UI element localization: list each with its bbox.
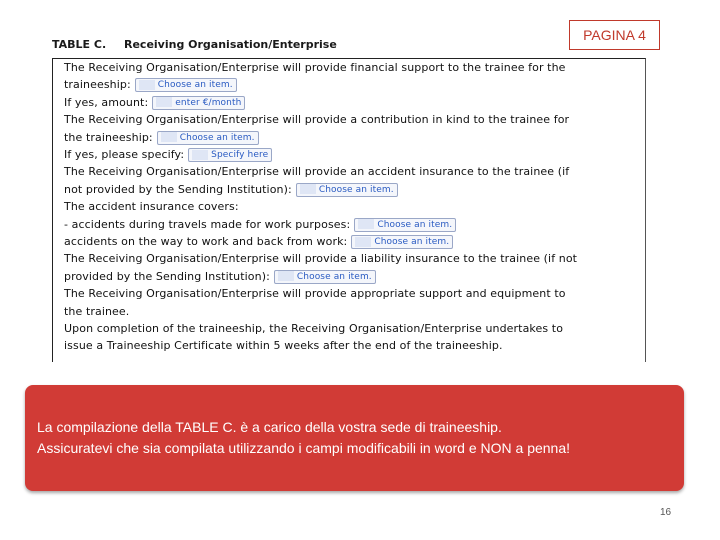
line-text: the traineeship: (64, 130, 153, 144)
field-placeholder: enter €/month (175, 97, 242, 108)
document-line (64, 305, 129, 318)
line-text: The Receiving Organisation/Enterprise will provide a contribution in kind to the trainee for (64, 113, 570, 127)
form-field[interactable] (157, 131, 259, 145)
document-line (64, 270, 376, 284)
document-line (64, 287, 566, 300)
document-image (52, 36, 652, 362)
banner-line-1: La compilazione della TABLE C. è a carico della vostra sede di traineeship. (37, 419, 502, 435)
document-line (64, 131, 259, 145)
line-text: If yes, amount: (64, 95, 149, 109)
page-label: PAGINA 4 (569, 20, 660, 50)
document-line (64, 96, 245, 110)
field-placeholder: Choose an item. (374, 237, 450, 247)
document-line (64, 322, 563, 335)
field-placeholder: Specify here (211, 150, 269, 160)
field-blank (355, 237, 371, 247)
line-text: Upon completion of the traineeship, the Receiving Organisation/Enterprise undertakes to (64, 322, 564, 335)
banner-line-2: Assicuratevi che sia compilata utilizzando i campi modificabili in word e NON a penna! (37, 440, 571, 456)
field-blank (161, 132, 177, 142)
instruction-banner (25, 385, 684, 491)
field-placeholder: Choose an item. (296, 271, 372, 282)
form-field[interactable] (135, 78, 237, 92)
form-field[interactable] (351, 235, 453, 249)
page-number: 16 (660, 507, 672, 518)
field-placeholder: Choose an item. (179, 132, 255, 143)
line-text: The Receiving Organisation/Enterprise will provide appropriate support and equipment to (64, 287, 566, 301)
document-line (64, 61, 566, 74)
line-text: The Receiving Organisation/Enterprise will provide a liability insurance to the trainee (if not (64, 252, 578, 266)
table-label: TABLE C. (52, 38, 107, 51)
form-field[interactable] (274, 270, 376, 284)
line-text: - accidents during travels made for work purposes: (64, 217, 351, 231)
field-placeholder: Choose an item. (377, 219, 453, 230)
table-heading (52, 38, 337, 51)
line-text: traineeship: (64, 78, 131, 92)
document-line (64, 200, 239, 213)
form-field[interactable] (296, 183, 398, 197)
document-line (64, 252, 577, 265)
table-title: Receiving Organisation/Enterprise (124, 38, 337, 51)
form-field[interactable] (152, 96, 245, 110)
field-placeholder: Choose an item. (157, 80, 233, 91)
line-text: The accident insurance covers: (64, 200, 239, 214)
line-text: accidents on the way to work and back from work: (64, 235, 348, 248)
line-text: the trainee. (64, 304, 130, 318)
line-text: issue a Traineeship Certificate within 5 weeks after the end of the traineeship. (64, 339, 503, 353)
document-line (64, 78, 237, 92)
field-blank (358, 219, 374, 229)
line-text: If yes, please specify: (64, 148, 185, 161)
line-text: The Receiving Organisation/Enterprise will provide financial support to the trainee for the (64, 61, 566, 74)
line-text: not provided by the Sending Institution): (64, 182, 292, 196)
document-line (64, 148, 272, 162)
field-blank (139, 80, 155, 90)
field-placeholder: Choose an item. (318, 184, 394, 195)
field-blank (278, 271, 294, 281)
document-line (64, 113, 569, 126)
document-line (64, 218, 456, 232)
document-line (64, 235, 453, 249)
form-field[interactable] (354, 218, 456, 232)
line-text: The Receiving Organisation/Enterprise will provide an accident insurance to the trainee (if (64, 165, 570, 179)
document-line (64, 183, 398, 197)
document-line (64, 339, 503, 352)
field-blank (300, 184, 316, 194)
form-field[interactable] (188, 148, 272, 162)
field-blank (192, 150, 208, 160)
line-text: provided by the Sending Institution): (64, 269, 270, 283)
document-line (64, 165, 569, 178)
field-blank (156, 97, 172, 107)
